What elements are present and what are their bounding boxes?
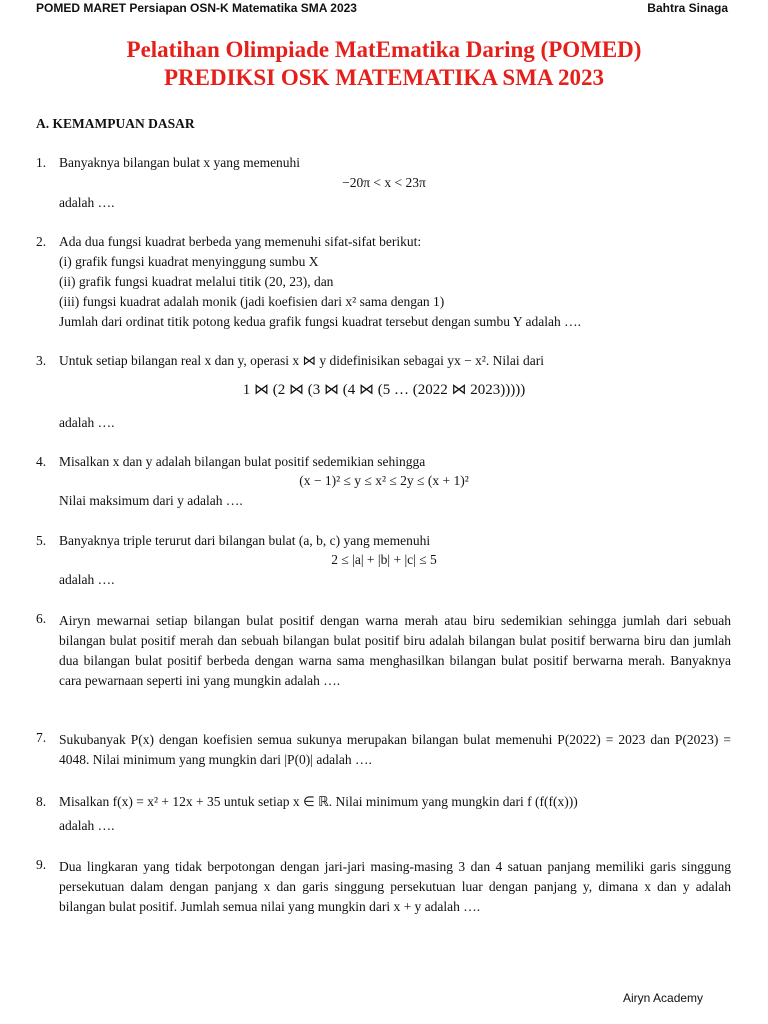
- problem-text: Misalkan f(x) = x² + 12x + 35 untuk setiap x ∈ ℝ. Nilai minimum yang mungkin dari f (f(f(x))): [59, 794, 578, 809]
- problem-text: Airyn mewarnai setiap bilangan bulat positif dengan warna merah atau biru sedemikian sehingga jumlah dari sebuah bilangan bulat positif merah dan sebuah bilangan bulat positif biru adalah bilangan bulat positif berwarna biru dan jumlah dua bilangan bulat positif berbeda dengan warna sama menghasilkan bilangan bulat positif berwarna merah. Banyaknya cara pewarnaan seperti ini yang mungkin adalah ….: [59, 613, 731, 688]
- problem-ending: adalah ….: [59, 818, 115, 833]
- problem-text: Untuk setiap bilangan real x dan y, operasi x ⋈ y didefinisikan sebagai yx − x². Nilai dari: [59, 353, 545, 368]
- problem-text: Dua lingkaran yang tidak berpotongan dengan jari-jari masing-masing 3 dan 4 satuan panjang memiliki garis singgung persekutuan dalam dengan panjang x dan garis singgung persekutuan luar dengan panjang y, dimana x dan y adalah bilangan bulat positif. Jumlah semua nilai yang mungkin dari x + y adalah ….: [59, 859, 731, 914]
- problem-number: 4.: [36, 454, 47, 469]
- condition-iii: (iii) fungsi kuadrat adalah monik (jadi koefisien dari x² sama dengan 1): [59, 294, 445, 309]
- problem-text: Banyaknya bilangan bulat x yang memenuhi: [59, 155, 301, 170]
- problem-number: 5.: [36, 533, 47, 548]
- header-left: POMED MARET Persiapan OSN-K Matematika SMA 2023: [36, 1, 357, 15]
- problem-ending: adalah ….: [59, 415, 115, 430]
- problem-text: Ada dua fungsi kuadrat berbeda yang memenuhi sifat-sifat berikut:: [59, 234, 422, 249]
- problem-text: Misalkan x dan y adalah bilangan bulat positif sedemikian sehingga: [59, 454, 426, 469]
- problem-equation: 1 ⋈ (2 ⋈ (3 ⋈ (4 ⋈ (5 … (2022 ⋈ 2023))))): [242, 382, 526, 398]
- condition-i: (i) grafik fungsi kuadrat menyinggung sumbu X: [59, 254, 319, 269]
- section-heading: A. KEMAMPUAN DASAR: [36, 116, 195, 131]
- problem-equation: 2 ≤ |a| + |b| + |c| ≤ 5: [331, 552, 437, 567]
- header-right: Bahtra Sinaga: [647, 1, 728, 15]
- problem-number: 7.: [36, 730, 47, 745]
- problem-number: 9.: [36, 857, 47, 872]
- problem-text: Sukubanyak P(x) dengan koefisien semua sukunya merupakan bilangan bulat memenuhi P(2022) = 2023 dan P(2023) = 4048. Nilai minimum yang mungkin dari |P(0)| adalah ….: [59, 732, 731, 767]
- problem-number: 3.: [36, 353, 47, 368]
- problem-equation: (x − 1)² ≤ y ≤ x² ≤ 2y ≤ (x + 1)²: [299, 473, 469, 488]
- problem-number: 2.: [36, 234, 47, 249]
- problem-ending: Jumlah dari ordinat titik potong kedua grafik fungsi kuadrat tersebut dengan sumbu Y adalah ….: [59, 314, 581, 329]
- page-title: Pelatihan Olimpiade MatEmatika Daring (POMED): [126, 37, 642, 62]
- page-subtitle: PREDIKSI OSK MATEMATIKA SMA 2023: [163, 65, 605, 90]
- problem-number: 8.: [36, 794, 47, 809]
- problem-text: Banyaknya triple terurut dari bilangan bulat (a, b, c) yang memenuhi: [59, 533, 431, 548]
- problem-ending: Nilai maksimum dari y adalah ….: [59, 493, 243, 508]
- condition-ii: (ii) grafik fungsi kuadrat melalui titik (20, 23), dan: [59, 274, 334, 289]
- problem-number: 6.: [36, 611, 47, 626]
- problem-equation: −20π < x < 23π: [342, 175, 426, 190]
- problem-number: 1.: [36, 155, 47, 170]
- problem-ending: adalah ….: [59, 195, 115, 210]
- problem-ending: adalah ….: [59, 572, 115, 587]
- footer-brand: Airyn Academy: [623, 991, 704, 1005]
